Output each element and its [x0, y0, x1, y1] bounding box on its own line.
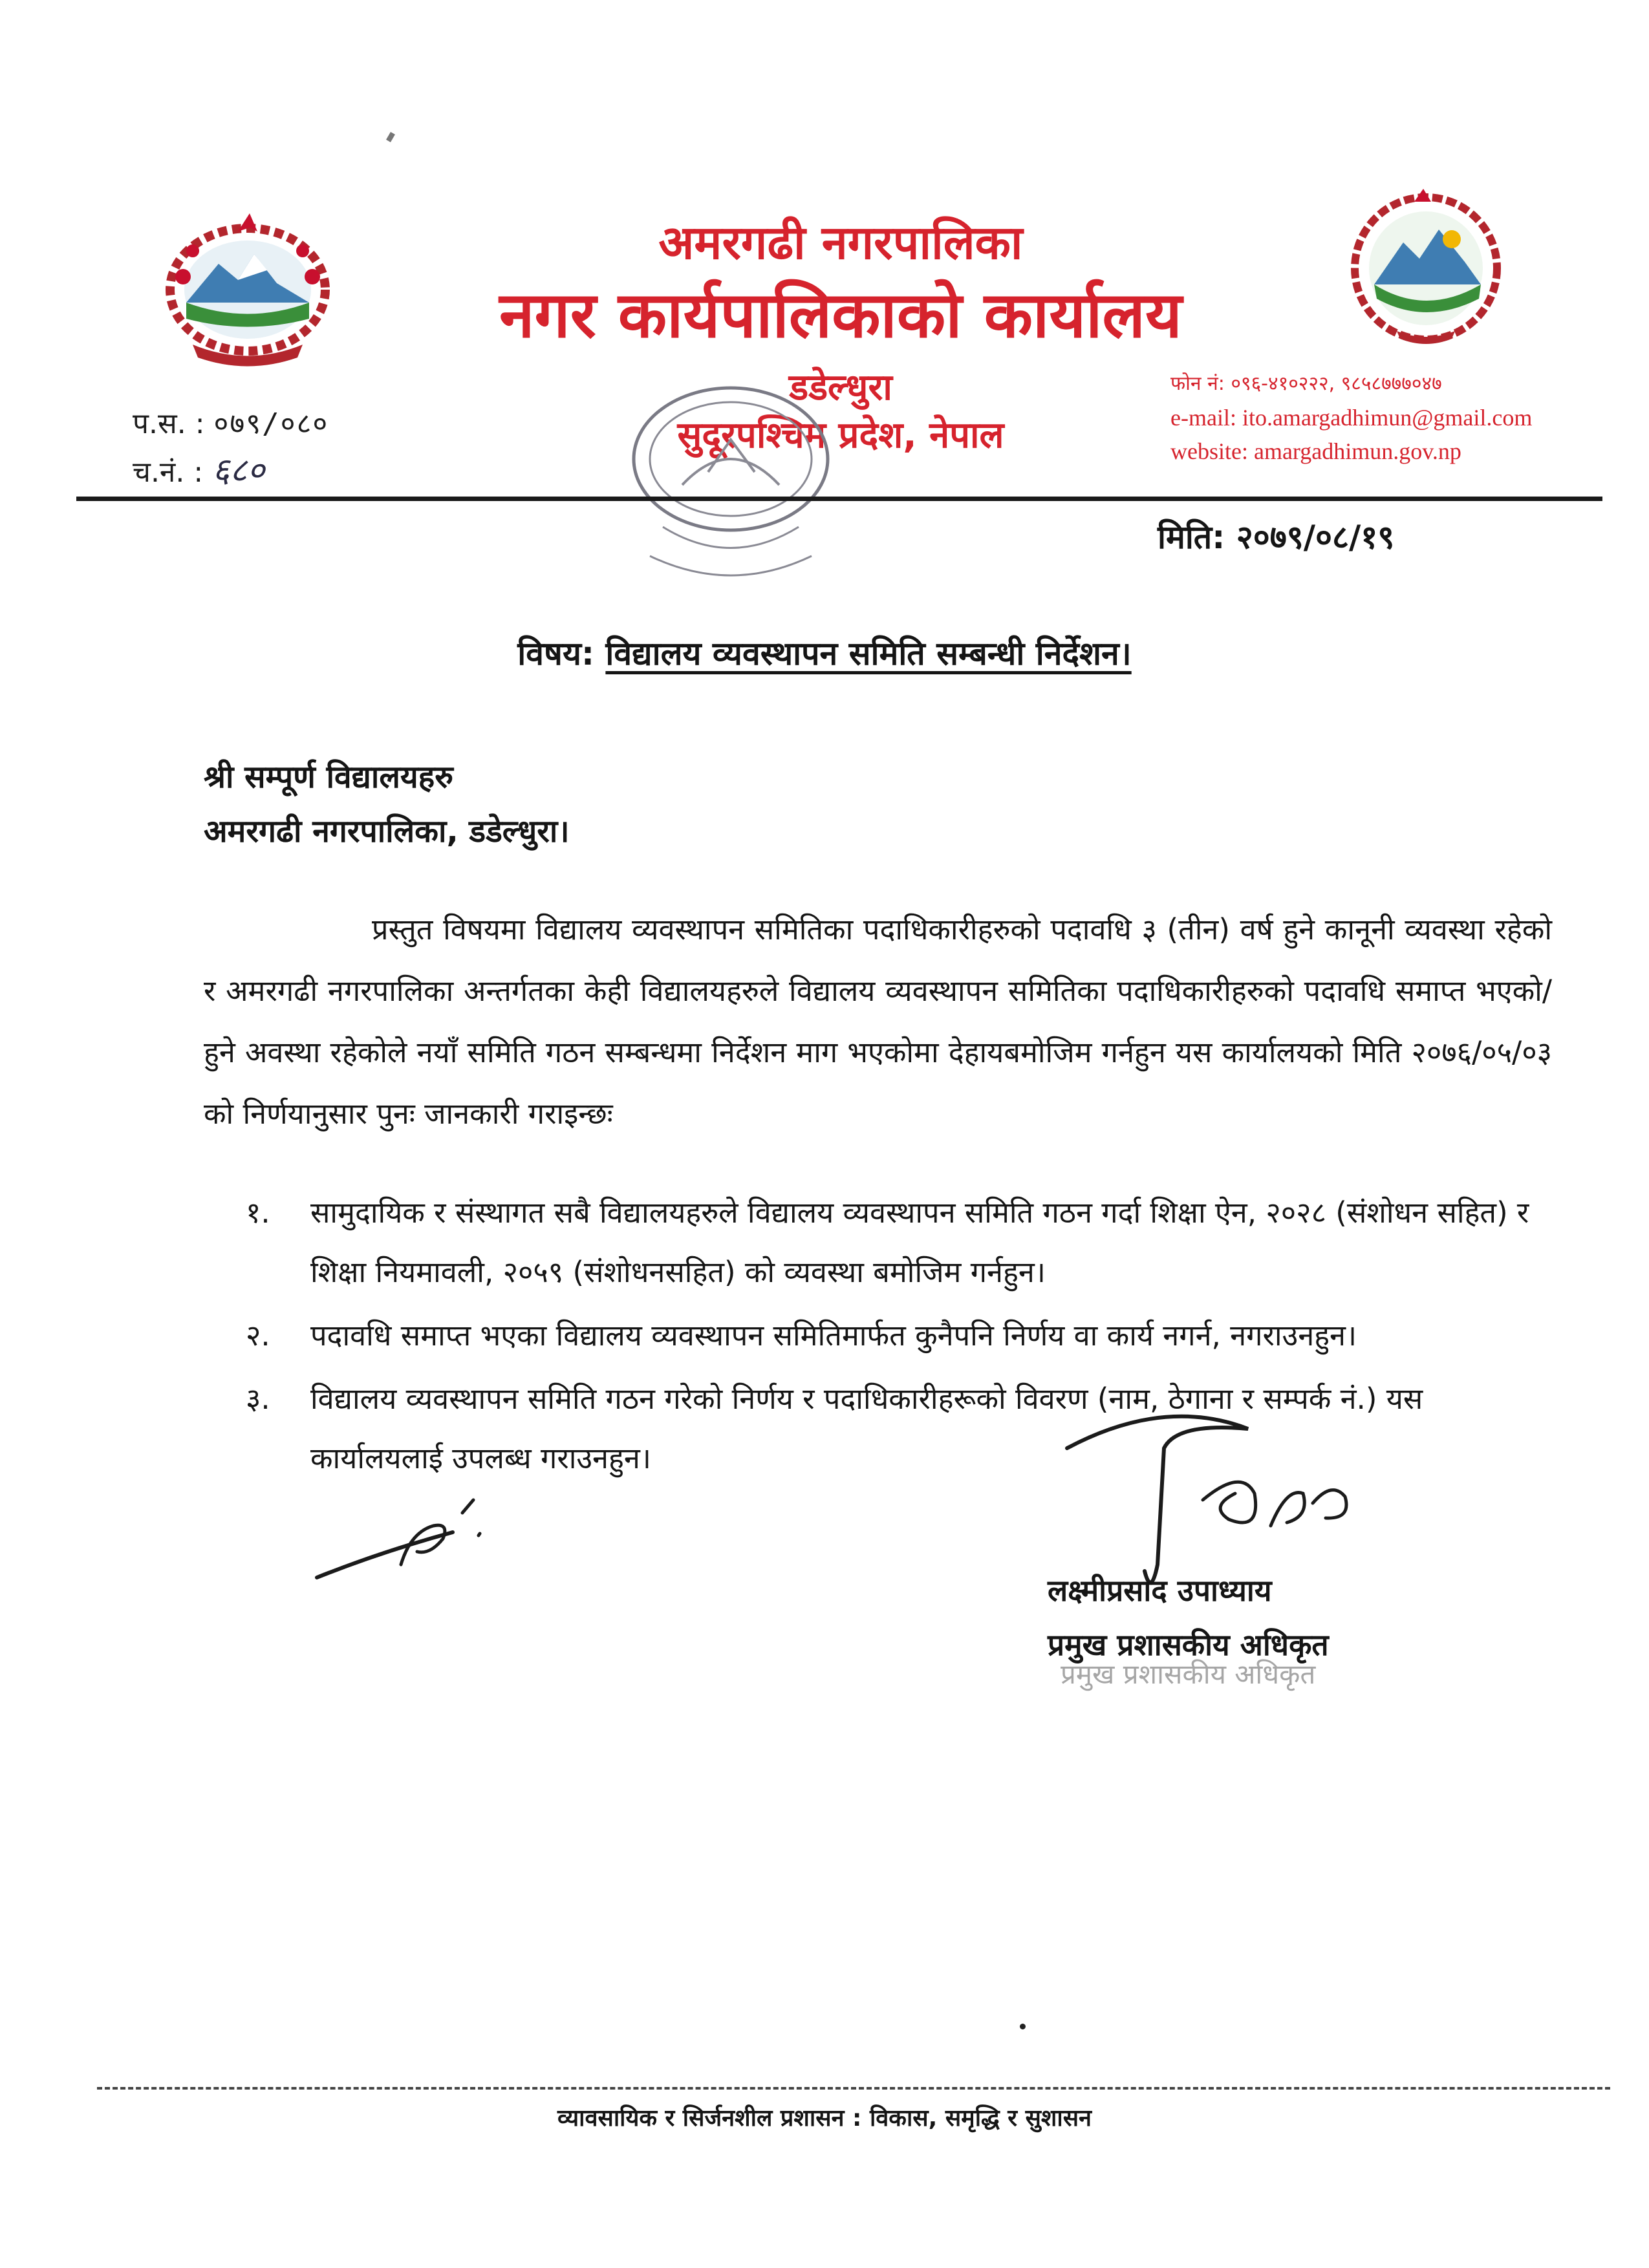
dispatch-number-row	[133, 447, 329, 496]
reference-block	[133, 401, 329, 496]
footer-divider	[97, 2087, 1610, 2090]
list-item-text: पदावधि समाप्त भएका विद्यालय व्यवस्थापन समितिमार्फत कुनैपनि निर्णय वा कार्य नगर्न, नगराउनहुन।	[310, 1318, 1357, 1353]
municipality-name: अमरगढी नगरपालिका	[658, 215, 1023, 270]
addressee-line-2: अमरगढी नगरपालिका, डडेल्धुरा।	[204, 813, 570, 850]
addressee-block	[204, 750, 570, 859]
list-item-number: २.	[246, 1318, 270, 1353]
fiscal-year-row	[133, 401, 329, 447]
list-item	[246, 1183, 1552, 1302]
office-stamp-icon	[585, 362, 876, 614]
footer-motto: व्यावसायिक र सिर्जनशील प्रशासन : विकास, समृद्धि र सुशासन	[557, 2105, 1092, 2132]
signatory-title: प्रमुख प्रशासकीय अधिकृत	[1048, 1627, 1329, 1662]
fiscal-year-value: ०७९/०८०	[213, 407, 329, 440]
website-address: website: amargadhimun.gov.np	[1170, 438, 1461, 464]
list-item	[246, 1306, 1552, 1365]
scan-dot	[1020, 2024, 1026, 2029]
list-item-number: ३.	[246, 1382, 270, 1416]
letter-date: मिति: २०७९/०८/१९	[1158, 519, 1395, 556]
subject-text: विद्यालय व्यवस्थापन समिति सम्बन्धी निर्देशन।	[605, 635, 1132, 672]
district-name: डडेल्धुरा	[789, 367, 892, 409]
header-divider	[76, 497, 1602, 501]
dispatch-number-label: च.नं. :	[133, 456, 204, 489]
subject-label: विषय:	[517, 635, 594, 672]
body-paragraph: प्रस्तुत विषयमा विद्यालय व्यवस्थापन समितिका पदाधिकारीहरुको पदावधि ३ (तीन) वर्ष हुने कानूनी व्यवस्था रहेको र अमरगढी नगरपालिका अन्तर्गतका केही विद्यालयहरुले विद्यालय व्यवस्थापन समितिका पदाधिकारीहरुको पदावधि समाप्त भएको/हुने अवस्था रहेकोले नयाँ समिति गठन सम्बन्धमा निर्देशन माग भएकोमा देहायबमोजिम गर्नहुन यस कार्यालयको मिति २०७६/०५/०३ को निर्णयानुसार पुनः जानकारी गराइन्छः	[204, 912, 1552, 1131]
addressee-line-1: श्री सम्पूर्ण विद्यालयहरु	[204, 759, 453, 795]
list-item-text: विद्यालय व्यवस्थापन समिति गठन गरेको निर्णय र पदाधिकारीहरूको विवरण (नाम, ठेगाना र सम्पर्क नं.) यस कार्यालयलाई उपलब्ध गराउनहुन।	[310, 1382, 1423, 1475]
phone-number: फोन नं: ०९६-४१०२२२, ९८५८७७७०४७	[1170, 372, 1442, 395]
scan-speck	[386, 132, 395, 142]
dispatch-number-value: ६८०	[212, 451, 265, 490]
office-name: नगर कार्यपालिकाको कार्यालय	[499, 279, 1182, 352]
signatory-name: लक्ष्मीप्रसाद उपाध्याय	[1048, 1573, 1272, 1608]
subject-line	[0, 630, 1649, 674]
contact-block	[1170, 367, 1532, 468]
email-address: e-mail: ito.amargadhimun@gmail.com	[1170, 405, 1533, 431]
initial-signature	[304, 1474, 524, 1590]
fiscal-year-label: प.स. :	[133, 407, 205, 440]
nepal-emblem-icon	[147, 206, 348, 367]
municipality-logo-icon	[1335, 187, 1516, 349]
list-item-text: सामुदायिक र संस्थागत सबै विद्यालयहरुले विद्यालय व्यवस्थापन समिति गठन गर्दा शिक्षा ऐन, २०२८ (संशोधन सहित) र शिक्षा नियमावली, २०५९ (संशोधनसहित) को व्यवस्था बमोजिम गर्नहुन।	[310, 1195, 1529, 1289]
designation-stamp: प्रमुख प्रशासकीय अधिकृत	[1061, 1658, 1316, 1690]
province-name: सुदूरपश्चिम प्रदेश, नेपाल	[677, 414, 1004, 456]
list-item-number: १.	[246, 1195, 270, 1230]
